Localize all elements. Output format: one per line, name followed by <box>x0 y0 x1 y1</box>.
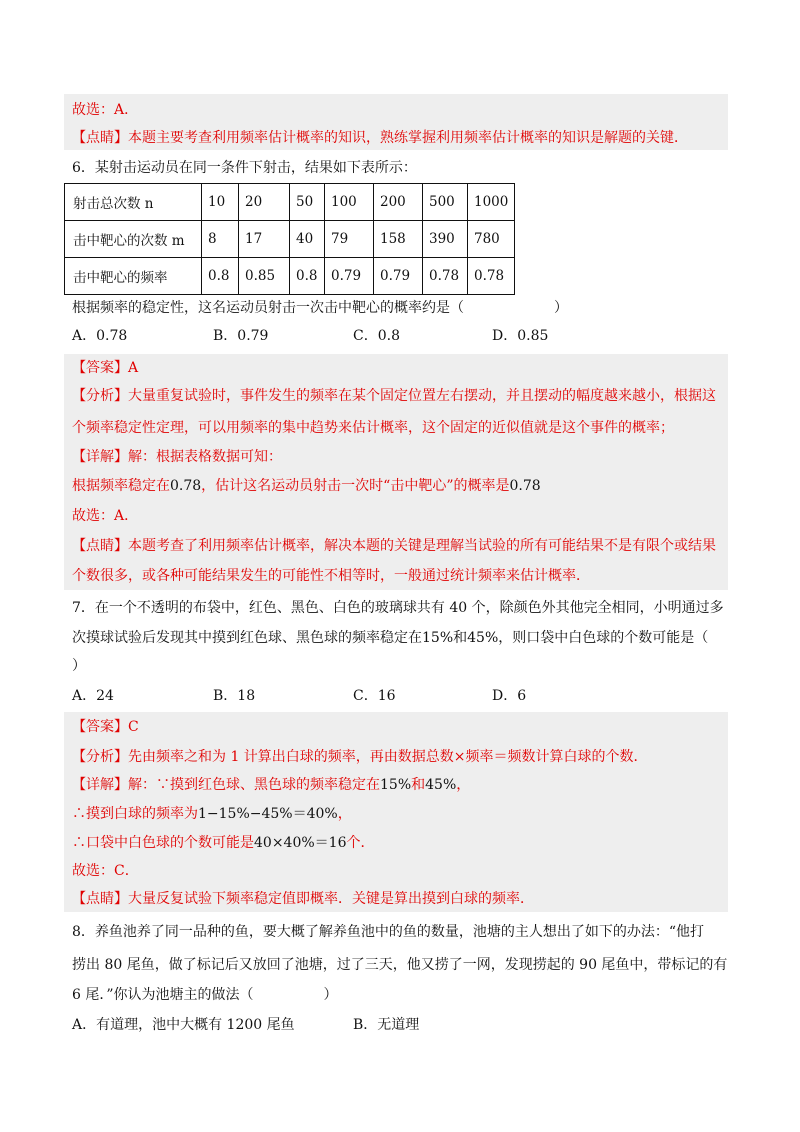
table-cell: 100 <box>325 184 374 221</box>
option-value: 6 <box>517 688 527 704</box>
detail-text: 和 <box>411 777 426 793</box>
q6-comment-line2: 个数很多，或各种可能结果发生的可能性不相等时，一般通过统计频率来估计概率． <box>72 568 590 584</box>
detail-text: 根据频率稳定在 <box>72 478 170 494</box>
option-label: B． <box>213 328 238 344</box>
stem-text: ） <box>323 987 338 1003</box>
table-cell: 10 <box>202 184 239 221</box>
q6-question <box>72 298 568 318</box>
stem-text: 和 <box>453 630 468 646</box>
detail-math: 1−15%−45%＝40% <box>198 806 338 822</box>
option-label: D． <box>492 328 518 344</box>
option-value: 18 <box>237 688 256 704</box>
table-cell: 0.8 <box>290 258 325 295</box>
q7-stem-line2 <box>72 628 708 648</box>
q7-choice: 故选：C． <box>72 863 139 879</box>
table-cell: 780 <box>468 221 515 258</box>
detail-math: 0.78 <box>170 478 202 494</box>
table-row <box>65 258 515 295</box>
q8-option-b: B．无道理 <box>353 1017 420 1033</box>
q6-analysis-line1: 【分析】大量重复试验时，事件发生的频率在某个固定位置左右摆动，并且摆动的幅度越来越小，根据这 <box>72 388 716 404</box>
table-cell: 0.79 <box>325 258 374 295</box>
detail-math: 15% <box>380 777 412 793</box>
detail-math: 40×40%＝16 <box>254 835 347 851</box>
q6-choice: 故选：A． <box>72 508 139 524</box>
q6-question-close: ） <box>554 300 568 316</box>
table-cell: 20 <box>239 184 290 221</box>
q6-detail-line2 <box>72 476 541 496</box>
detail-text: ∴摸到白球的频率为 <box>72 806 198 822</box>
table-cell: 0.8 <box>202 258 239 295</box>
q7-detail-line3 <box>72 833 374 853</box>
option-value: 0.8 <box>377 328 400 344</box>
table-cell: 0.78 <box>468 258 515 295</box>
q5-comment: 【点睛】本题主要考查利用频率估计概率的知识，熟练掌握利用频率估计概率的知识是解题的关键． <box>72 130 688 146</box>
detail-text: ， <box>337 806 352 822</box>
detail-text: ，估计这名运动员射击一次时“击中靶心”的概率是 <box>201 478 510 494</box>
table-cell: 击中靶心的次数 m <box>65 221 202 258</box>
table-cell: 1000 <box>468 184 515 221</box>
option-label: A． <box>72 328 97 344</box>
stem-math: 15% <box>422 630 454 646</box>
option-label: D． <box>492 688 518 704</box>
q6-option-a <box>72 326 127 346</box>
option-value: 0.85 <box>517 328 549 344</box>
table-row <box>65 221 515 258</box>
q8-stem-line2: 捞出 80 尾鱼，做了标记后又放回了池塘，过了三天，他又捞了一网，发现捞起的 90 尾鱼中，带标记的有 <box>72 957 728 973</box>
q6-detail-line1: 【详解】解：根据表格数据可知： <box>72 449 282 465</box>
table-cell: 8 <box>202 221 239 258</box>
q7-option-c <box>353 686 396 706</box>
detail-text: 个． <box>346 835 375 851</box>
q6-option-d <box>492 326 548 346</box>
stem-text: ，则口袋中白色球的个数可能是（ <box>498 630 709 646</box>
table-cell: 0.85 <box>239 258 290 295</box>
table-cell: 击中靶心的频率 <box>65 258 202 295</box>
q8-stem-line3 <box>72 985 338 1005</box>
q7-stem-line1: 7．在一个不透明的布袋中，红色、黑色、白色的玻璃球共有 40 个，除颜色外其他完全相同，小明通过多 <box>72 600 724 616</box>
option-value: 16 <box>377 688 396 704</box>
q7-comment: 【点睛】大量反复试验下频率稳定值即概率．关键是算出摸到白球的频率． <box>72 891 534 907</box>
detail-text: ∴口袋中白色球的个数可能是 <box>72 835 254 851</box>
q6-option-b <box>213 326 268 346</box>
table-row <box>65 184 515 221</box>
q6-answer: 【答案】A <box>72 360 139 376</box>
option-label: C． <box>353 688 378 704</box>
stem-text: 次摸球试验后发现其中摸到红色球、黑色球的频率稳定在 <box>72 630 422 646</box>
q6-comment-line1: 【点睛】本题考查了利用频率估计概率，解决本题的关键是理解当试验的所有可能结果不是有限个或结果 <box>72 538 716 554</box>
table-cell: 0.78 <box>423 258 468 295</box>
table-cell: 17 <box>239 221 290 258</box>
table-cell: 射击总次数 n <box>65 184 202 221</box>
option-label: A． <box>72 688 97 704</box>
stem-math: 45% <box>467 630 499 646</box>
table-cell: 500 <box>423 184 468 221</box>
q7-analysis: 【分析】先由频率之和为 1 计算出白球的频率，再由数据总数×频率＝频数计算白球的个数． <box>72 749 648 765</box>
option-value: 0.79 <box>237 328 269 344</box>
q8-stem-line1: 8．养鱼池养了同一品种的鱼，要大概了解养鱼池中的鱼的数量，池塘的主人想出了如下的办法：“他打 <box>72 924 705 940</box>
frequency-table <box>64 183 515 295</box>
q8-option-a: A．有道理，池中大概有 1200 尾鱼 <box>72 1017 295 1033</box>
table-cell: 200 <box>374 184 423 221</box>
stem-text: 6 尾．”你认为池塘主的做法（ <box>72 987 254 1003</box>
option-label: C． <box>353 328 378 344</box>
table-cell: 158 <box>374 221 423 258</box>
q6-option-c <box>353 326 400 346</box>
detail-math: 45% <box>425 777 457 793</box>
detail-math: 0.78 <box>509 478 541 494</box>
option-value: 0.78 <box>96 328 128 344</box>
table-cell: 79 <box>325 221 374 258</box>
option-value: 24 <box>96 688 114 704</box>
q7-detail-line1 <box>72 775 470 795</box>
q6-question-text: 根据频率的稳定性，这名运动员射击一次击中靶心的概率约是（ <box>72 300 464 316</box>
option-label: B． <box>213 688 238 704</box>
detail-text: 【详解】解：∵摸到红色球、黑色球的频率稳定在 <box>72 777 380 793</box>
table-cell: 0.79 <box>374 258 423 295</box>
q7-detail-line2 <box>72 804 352 824</box>
q5-choice: 故选：A． <box>72 102 139 118</box>
table-cell: 390 <box>423 221 468 258</box>
q6-analysis-line2: 个频率稳定性定理，可以用频率的集中趋势来估计概率，这个固定的近似值就是这个事件的概率； <box>72 420 674 436</box>
detail-text: ， <box>456 777 471 793</box>
q7-option-b <box>213 686 255 706</box>
q7-stem-line3: ） <box>72 658 86 674</box>
table-cell: 40 <box>290 221 325 258</box>
table-cell: 50 <box>290 184 325 221</box>
q7-option-a <box>72 686 114 706</box>
q6-stem: 6．某射击运动员在同一条件下射击，结果如下表所示： <box>72 160 417 176</box>
q7-option-d <box>492 686 526 706</box>
q7-answer: 【答案】C <box>72 719 139 735</box>
